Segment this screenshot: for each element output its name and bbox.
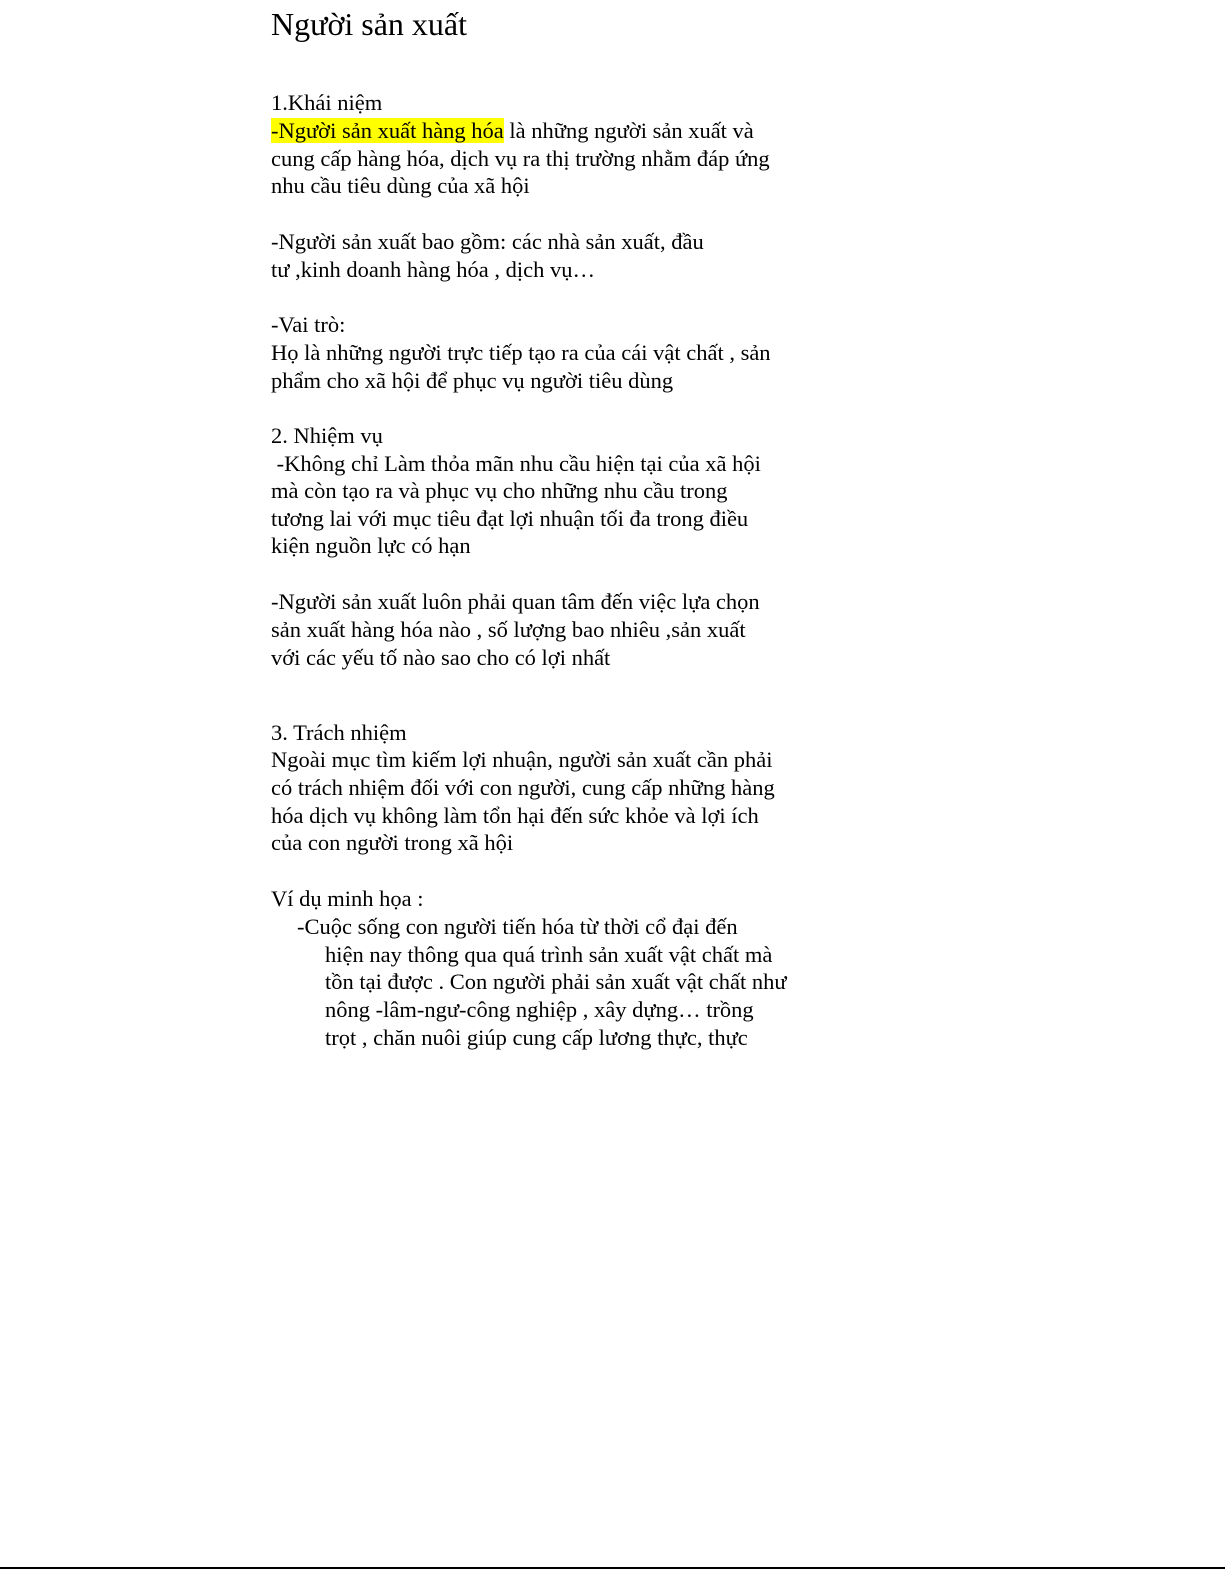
paragraph-line: của con người trong xã hội <box>271 830 514 855</box>
page-bottom-border <box>0 1567 1225 1569</box>
section-heading-duty: 2. Nhiệm vụ <box>271 423 383 448</box>
paragraph-line <box>271 117 754 145</box>
paragraph-line: tương lai với mục tiêu đạt lợi nhuận tối đa trong điều <box>271 506 749 531</box>
example-line: nông -lâm-ngư-công nghiệp , xây dựng… trồng <box>325 997 754 1022</box>
paragraph-line: -Người sản xuất bao gồm: các nhà sản xuất, đầu <box>271 229 704 254</box>
example-line: -Cuộc sống con người tiến hóa từ thời cổ đại đến <box>297 914 738 939</box>
paragraph-line: sản xuất hàng hóa nào , số lượng bao nhiêu ,sản xuất <box>271 617 746 642</box>
paragraph-line: nhu cầu tiêu dùng của xã hội <box>271 173 530 198</box>
paragraph-line: -Vai trò: <box>271 312 346 337</box>
paragraph-line: với các yếu tố nào sao cho có lợi nhất <box>271 645 611 670</box>
example-heading: Ví dụ minh họa : <box>271 886 424 911</box>
paragraph-line: mà còn tạo ra và phục vụ cho những nhu cầu trong <box>271 478 728 503</box>
example-line: trọt , chăn nuôi giúp cung cấp lương thực, thực <box>325 1025 748 1050</box>
paragraph-line: kiện nguồn lực có hạn <box>271 533 471 558</box>
example-line: hiện nay thông qua quá trình sản xuất vật chất mà <box>325 942 773 967</box>
paragraph-line: -Người sản xuất luôn phải quan tâm đến việc lựa chọn <box>271 589 760 614</box>
page-title: Người sản xuất <box>271 6 468 42</box>
paragraph-line: cung cấp hàng hóa, dịch vụ ra thị trường nhằm đáp ứng <box>271 146 770 171</box>
paragraph-line: có trách nhiệm đối với con người, cung cấp những hàng <box>271 775 775 800</box>
example-line: tồn tại được . Con người phải sản xuất vật chất như <box>325 969 787 994</box>
paragraph-line: phẩm cho xã hội để phục vụ người tiêu dùng <box>271 368 674 393</box>
text-run: là những người sản xuất và <box>503 118 754 143</box>
paragraph-line: -Không chỉ Làm thỏa mãn nhu cầu hiện tại của xã hội <box>271 451 761 476</box>
paragraph-line: hóa dịch vụ không làm tổn hại đến sức khỏe và lợi ích <box>271 803 759 828</box>
highlighted-text: -Người sản xuất hàng hóa <box>271 118 504 143</box>
paragraph-line: Ngoài mục tìm kiếm lợi nhuận, người sản xuất cần phải <box>271 747 773 772</box>
section-heading-responsibility: 3. Trách nhiệm <box>271 720 407 745</box>
paragraph-line: tư ,kinh doanh hàng hóa , dịch vụ… <box>271 257 596 282</box>
section-heading-concept: 1.Khái niệm <box>271 90 383 115</box>
paragraph-line: Họ là những người trực tiếp tạo ra của cái vật chất , sản <box>271 340 771 365</box>
